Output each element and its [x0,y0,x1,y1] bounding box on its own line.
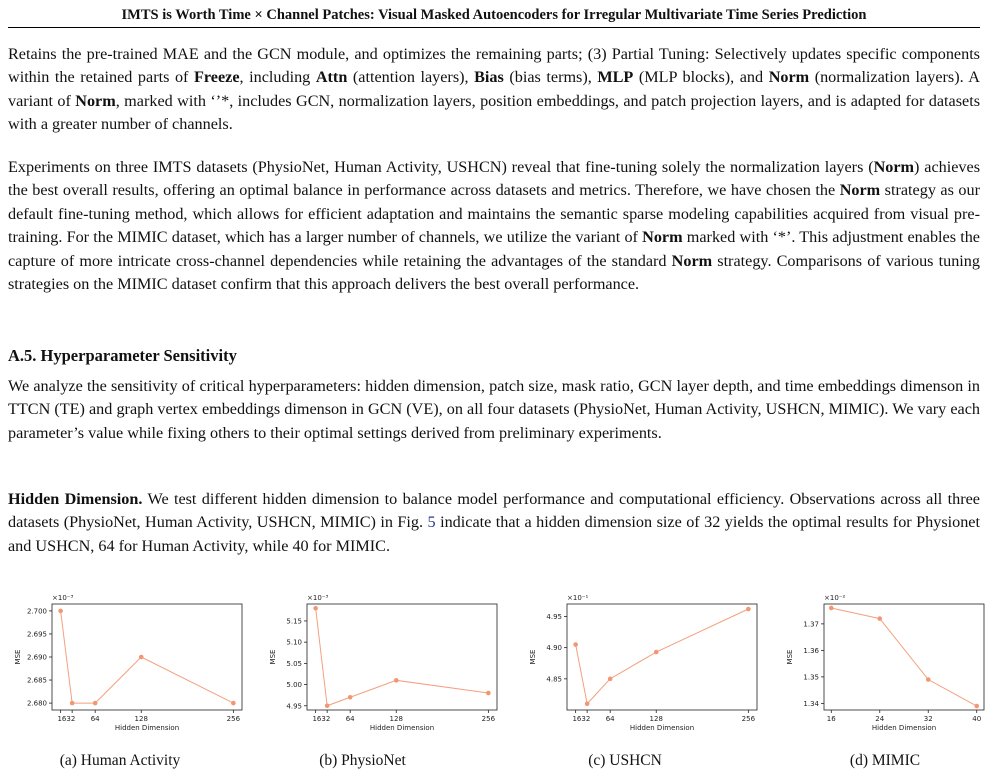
x-tick-label: 64 [90,715,100,723]
running-header: IMTS is Worth Time × Channel Patches: Visual Masked Autoencoders for Irregular Multivariate Time Series Prediction [121,7,867,23]
x-tick-label: 32 [923,715,933,723]
series-line [61,611,234,703]
x-tick-label: 16 [826,715,836,723]
chart-panel-d [782,590,988,740]
plot-frame [824,604,984,710]
y-tick-label: 1.36 [803,646,819,655]
y-tick-label: 5.10 [286,638,302,647]
bold-term: Norm [839,181,881,200]
y-axis-label: MSE [786,649,794,665]
text-run: Experiments on three IMTS datasets (PhysioNet, Human Activity, USHCN) reveal that fine-tuning solely the normalization layers ( [8,158,874,176]
axis-multiplier: ×10⁻² [824,594,846,602]
y-tick-label: 2.695 [26,630,47,639]
text-run: (MLP blocks), and [633,68,769,87]
chart-panel-a [10,590,250,740]
x-tick-label: 128 [389,715,403,723]
data-point [313,606,318,611]
x-axis-label: Hidden Dimension [369,724,435,732]
text-run: (normalization layers). A variant of [8,68,980,110]
y-tick-label: 4.95 [286,702,302,711]
data-point [654,650,659,655]
data-point [93,701,98,706]
bold-term: Norm [75,91,116,110]
caption-a: (a) Human Activity [59,752,181,769]
x-axis-label: Hidden Dimension [871,724,937,732]
x-tick-label: 128 [649,715,663,723]
data-point [325,703,330,708]
data-point [877,616,882,621]
text-run: , marked with ‘’*, includes GCN, normalization layers, position embeddings, and patch projection layers, and is adapted for datasets with a greater number of channels. [8,91,980,134]
axis-multiplier: ×10⁻³ [307,594,329,602]
data-point [139,655,144,660]
bold-term: Attn [315,68,348,87]
plot-frame [307,604,497,710]
bold-term: Norm [642,228,683,247]
y-tick-label: 2.690 [26,653,47,662]
data-point [926,677,931,682]
chart-axes-group [529,594,757,732]
text-run: (attention layers), [347,68,475,87]
bold-term: Bias [474,68,504,87]
y-tick-label: 4.85 [546,675,562,684]
x-axis-label: Hidden Dimension [629,724,695,732]
bold-term: Norm [671,251,713,270]
paragraph-hidden-dimension [8,488,980,558]
caption-b: (b) PhysioNet [319,752,406,769]
data-point [974,704,979,709]
data-point [70,701,75,706]
y-tick-label: 5.00 [286,681,302,690]
intro-text: We analyze the sensitivity of critical hyperparameters: hidden dimension, patch size, mask ratio, GCN layer depth, and time embeddings dimenson in TTCN (TE) and graph vertex embeddings dimenson in GCN (VE), on all four datasets (PhysioNet, Human Activity, USHCN, MIMIC). We vary each parameter’s value while fixing others to their optimal settings derived from preliminary experiments. [8,377,980,442]
x-tick-label: 1632 [572,715,591,723]
y-axis-label: MSE [529,649,537,665]
text-run: Retains the pre-trained MAE and the GCN module, and optimizes the remaining parts; (3) Partial Tuning: Selectively updates specific components within the retained parts of [8,45,980,87]
text-run: (bias terms), [503,68,598,87]
axis-multiplier: ×10⁻³ [52,594,74,602]
y-tick-label: 1.34 [803,699,819,708]
data-point [231,701,236,706]
y-tick-label: 4.90 [546,644,562,653]
bold-term: Norm [873,158,915,176]
text-run: , including [239,68,316,87]
chart-physionet [265,590,505,740]
y-tick-label: 1.37 [803,620,819,629]
data-point [746,607,751,612]
series-line [831,608,976,706]
bold-term: Freeze [194,68,240,87]
x-tick-label: 256 [226,715,241,723]
x-tick-label: 64 [345,715,355,723]
text-run: strategy. Comparisons of various tuning strategies on the MIMIC dataset confirm that this approach delivers the best overall performance. [8,251,980,294]
y-tick-label: 2.700 [26,607,47,616]
y-tick-label: 2.680 [26,699,47,708]
bold-term: Norm [768,68,810,87]
chart-panel-b [265,590,505,740]
chart-axes-group [786,594,984,732]
x-tick-label: 1632 [57,715,76,723]
paragraph-heading: Hidden Dimension. [8,490,143,508]
hidden-dim-text-b: indicate that a hidden dimension size of 32 yields the optimal results for Physionet and USHCN, 64 for Human Activity, while 40 for MIMIC. [8,513,980,555]
text-run: marked with ‘*’. This adjustment enables the capture of more intricate cross-channel dependencies while retaining the advantages of the standard [8,228,980,270]
y-tick-label: 5.05 [286,659,302,668]
y-tick-label: 2.685 [26,676,47,685]
x-tick-label: 24 [875,715,885,723]
bold-term: MLP [597,68,634,87]
caption-c: (c) USHCN [588,752,662,769]
paragraph-experiments [8,156,980,296]
axis-multiplier: ×10⁻¹ [567,594,589,602]
x-tick-label: 256 [481,715,496,723]
chart-panel-c [525,590,765,740]
y-tick-label: 5.15 [286,617,302,626]
header-rule [8,27,980,28]
text-run: ) achieves the best overall results, offering an optimal balance in performance across datasets and metrics. Therefore, we have chosen the [8,158,980,200]
x-tick-label: 40 [972,715,982,723]
x-tick-label: 1632 [312,715,331,723]
data-point [58,609,63,614]
data-point [394,678,399,683]
data-point [573,642,578,647]
text-run: strategy as our default fine-tuning method, which allows for efficient adaptation and maintains the semantic sparse modeling capabilities acquired from visual pre-training. For the MIMIC dataset, which has a larger number of channels, we utilize the variant of [8,181,980,247]
data-point [348,695,353,700]
chart-axes-group [14,594,242,732]
paragraph-hyperparameter-intro [8,375,980,445]
caption-d: (d) MIMIC [849,752,921,769]
section-title: A.5. Hyperparameter Sensitivity [8,346,237,365]
y-axis-label: MSE [14,649,22,665]
chart-mimic [782,590,988,740]
data-point [486,691,491,696]
data-point [585,701,590,706]
data-point [829,606,834,611]
series-line [316,608,489,706]
y-tick-label: 1.35 [803,673,819,682]
x-axis-label: Hidden Dimension [114,724,180,732]
paragraph-partial-tuning [8,43,980,137]
hidden-dim-text-a: We test different hidden dimension to balance model performance and computational efficiency. Observations across all three datasets (PhysioNet, Human Activity, USHCN, MIMIC) in Fig. [8,490,980,532]
plot-frame [52,604,242,710]
x-tick-label: 128 [134,715,148,723]
chart-human-activity [10,590,250,740]
x-tick-label: 64 [605,715,615,723]
data-point [608,677,613,682]
x-tick-label: 256 [741,715,756,723]
chart-axes-group [269,594,497,732]
figure-ref-link[interactable]: 5 [427,513,436,532]
chart-ushcn [525,590,765,740]
series-line [576,609,749,704]
y-axis-label: MSE [269,649,277,665]
y-tick-label: 4.95 [546,612,562,621]
